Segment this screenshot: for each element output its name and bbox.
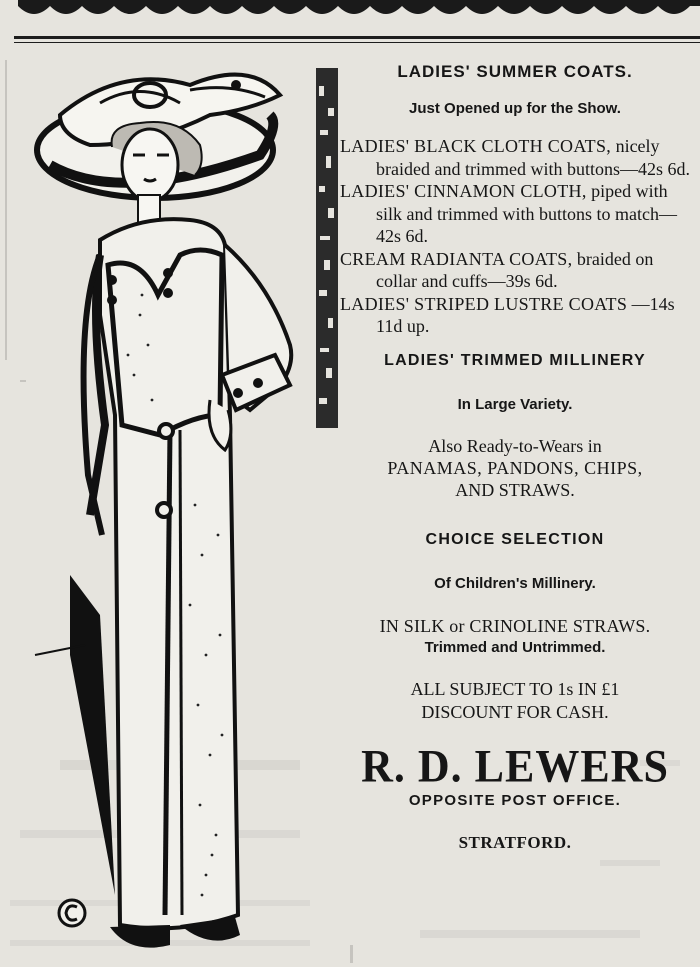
lady-in-coat-illustration	[30, 55, 330, 967]
trimmed-line: Trimmed and Untrimmed.	[424, 638, 606, 656]
coat-item	[340, 135, 690, 180]
ad-copy	[340, 56, 690, 853]
ad-subheading: Just Opened up for the Show.	[409, 100, 621, 117]
coat-name: LADIES' BLACK CLOTH COATS,	[340, 136, 612, 156]
coat-name: LADIES' CINNAMON CLOTH,	[340, 181, 587, 201]
coat-name: LADIES' STRIPED LUSTRE COATS	[340, 293, 628, 314]
top-rule	[14, 36, 700, 39]
millinery-heading: LADIES' TRIMMED MILLINERY	[384, 351, 646, 369]
coat-item	[340, 180, 690, 248]
discount-line-2: DISCOUNT FOR CASH.	[421, 701, 609, 722]
choice-heading: CHOICE SELECTION	[425, 530, 605, 548]
coat-list	[340, 135, 690, 338]
ready-line-2: PANAMAS, PANDONS, CHIPS,	[387, 457, 643, 478]
merchant-town: STRATFORD.	[458, 832, 572, 852]
scalloped-border	[18, 0, 700, 24]
coat-item	[340, 248, 690, 293]
ready-line-3: AND STRAWS.	[455, 479, 575, 500]
ad-heading: LADIES' SUMMER COATS.	[397, 62, 633, 81]
discount-block	[340, 678, 690, 724]
merchant-location: OPPOSITE POST OFFICE.	[408, 791, 622, 809]
coat-item	[340, 293, 690, 338]
ready-to-wear-block	[340, 435, 690, 501]
ornamental-bar	[316, 68, 338, 428]
discount-line-1: ALL SUBJECT TO 1s IN £1	[410, 678, 620, 699]
coat-details: braided on collar and cuffs—39s 6d.	[376, 248, 654, 291]
coat-name: CREAM RADIANTA COATS,	[340, 248, 573, 269]
children-millinery-line: Of Children's Millinery.	[434, 574, 596, 592]
silk-line: IN SILK or CRINOLINE STRAWS.	[379, 615, 651, 636]
top-rule-thin	[14, 42, 700, 43]
coat-details: —14s 11d up.	[376, 293, 675, 336]
millinery-subheading: In Large Variety.	[457, 395, 573, 413]
ready-line-1: Also Ready-to-Wears in	[428, 435, 602, 456]
coat-details: piped with silk and trimmed with buttons to match—42s 6d.	[376, 181, 677, 246]
coat-details: nicely braided and trimmed with buttons—42s 6d.	[376, 136, 690, 179]
merchant-name: R. D. LEWERS	[361, 740, 669, 792]
